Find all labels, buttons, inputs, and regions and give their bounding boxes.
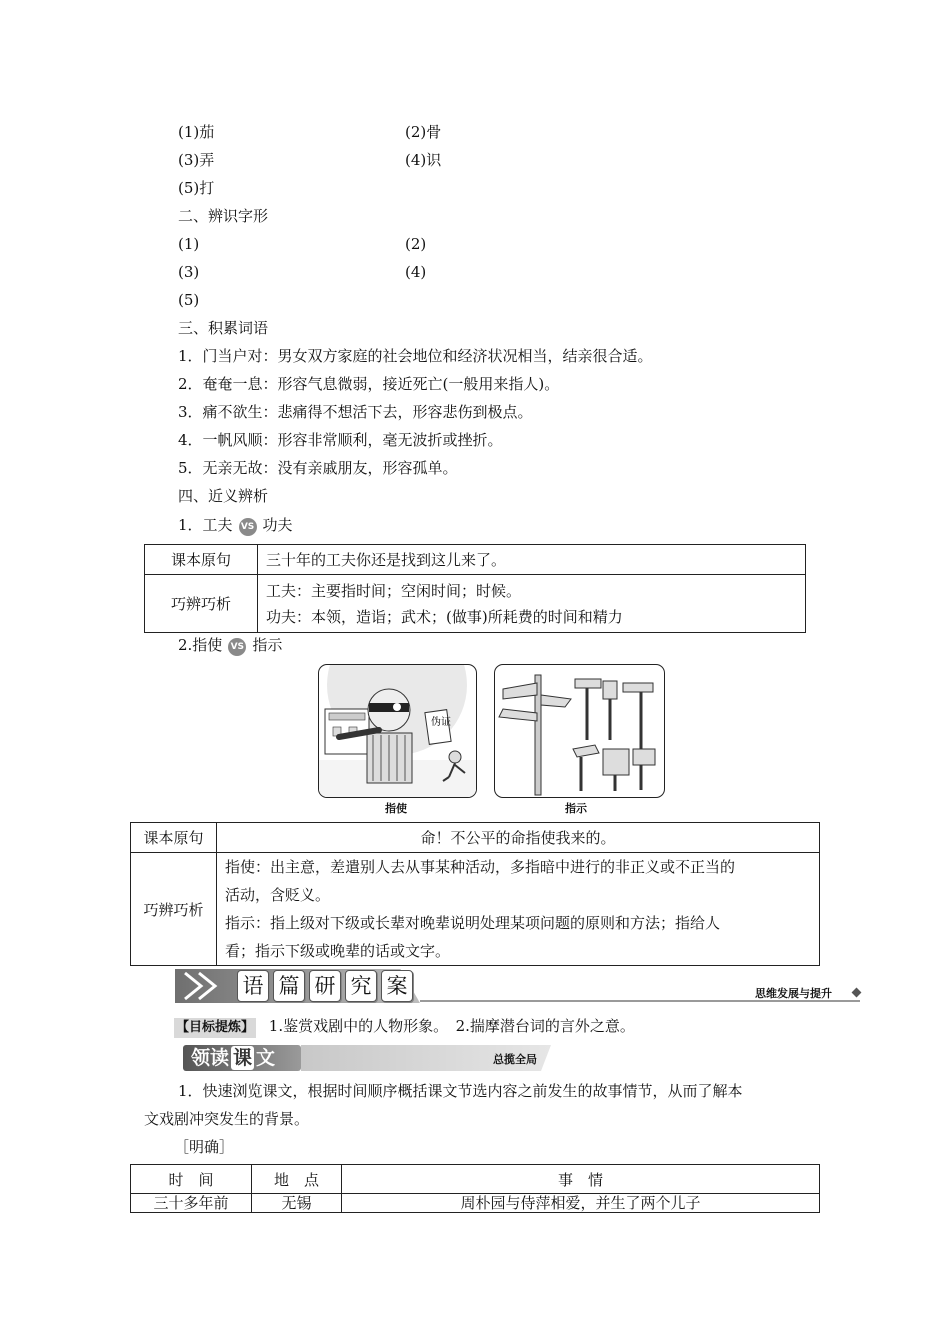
pair2-row1-label: 课本原句 (131, 823, 217, 853)
blank-5: (5) (178, 291, 200, 309)
vs-icon: VS (239, 518, 257, 536)
cell-place: 无锡 (252, 1194, 342, 1213)
word-entry-1: 1．门当户对：男女双方家庭的社会地位和经济状况相当，结亲很合适。 (178, 347, 653, 365)
caption-right: 指示 (565, 802, 587, 815)
pair2-def-4: 看；指示下级或晚辈的话或文字。 (225, 942, 451, 960)
banner-char: 语 (237, 970, 269, 1002)
cell-event: 周朴园与侍萍相爱，并生了两个儿子 (342, 1194, 820, 1213)
task-line-2: 文戏剧冲突发生的背景。 (144, 1110, 310, 1128)
pair1-title (178, 515, 293, 536)
pair1-def-1: 工夫：主要指时间；空闲时间；时候。 (266, 581, 522, 600)
blank-4: (4) (405, 263, 427, 281)
sub-banner-title (191, 1046, 275, 1070)
blank-3: (3) (178, 263, 200, 281)
section-heading-3: 三、积累词语 (178, 319, 269, 337)
blank-2: (2) (405, 235, 427, 253)
sign-text: 伪证 (431, 717, 451, 728)
item-1: (1)茄 (178, 123, 215, 141)
banner-char: 究 (345, 970, 377, 1002)
pair2-def-2: 活动，含贬义。 (225, 886, 331, 904)
section-heading-2: 二、辨识字形 (178, 207, 269, 225)
pair2-def-3: 指示：指上级对下级或长辈对晚辈说明处理某项问题的原则和方法；指给人 (225, 914, 721, 932)
banner-char: 研 (309, 970, 341, 1002)
word-entry-3: 3．痛不欲生：悲痛得不想活下去，形容悲伤到极点。 (178, 403, 533, 421)
blank-1: (1) (178, 235, 200, 253)
vs-icon: VS (228, 638, 246, 656)
sub-banner-text3: 文 (256, 1047, 276, 1069)
pair2-row1-text: 命！不公平的命指使我来的。 (217, 823, 820, 853)
item-4: (4)识 (405, 151, 442, 169)
banner-title (237, 970, 417, 1002)
word-entry-5: 5．无亲无故：没有亲戚朋友，形容孤单。 (178, 459, 458, 477)
pair1-row1-label: 课本原句 (145, 545, 258, 575)
pair2-word1: 2.指使 (178, 636, 223, 654)
header-place: 地 点 (252, 1165, 342, 1194)
header-event: 事 情 (342, 1165, 820, 1194)
item-2: (2)骨 (405, 123, 442, 141)
banner-char: 篇 (273, 970, 305, 1002)
sub-banner-subtitle: 总揽全局 (493, 1053, 537, 1066)
sub-banner-text1: 领读 (191, 1047, 230, 1069)
pair2-title (178, 635, 282, 656)
pair2-row2-label: 巧辨巧析 (131, 853, 217, 966)
signposts-image (495, 665, 664, 797)
cell-time: 三十多年前 (131, 1194, 252, 1213)
pair1-row2-cell (258, 575, 806, 633)
table-row (131, 1194, 820, 1213)
banner-subtitle: 思维发展与提升 (755, 987, 832, 1000)
pair2-table (130, 822, 820, 966)
pair1-word1: 1．工夫 (178, 516, 233, 534)
goal-line (174, 1016, 635, 1038)
illustration-zhishi-instigate (318, 664, 477, 798)
banner-char: 案 (381, 970, 413, 1002)
pair1-row2-label: 巧辨巧析 (145, 575, 258, 633)
goal-text: 1.鉴赏戏剧中的人物形象。 2.揣摩潜台词的言外之意。 (268, 1017, 635, 1035)
header-time: 时 间 (131, 1165, 252, 1194)
goal-label: 【目标提炼】 (174, 1018, 256, 1038)
diamond-icon (852, 988, 862, 998)
item-3: (3)弄 (178, 151, 215, 169)
word-entry-4: 4．一帆风顺：形容非常顺利，毫无波折或挫折。 (178, 431, 503, 449)
pair2-def-1: 指使：出主意，差遣别人去从事某种活动，多指暗中进行的非正义或不正当的 (225, 858, 736, 876)
pair1-word2: 功夫 (262, 516, 293, 534)
double-chevron-icon (181, 971, 233, 1001)
cartoon-masked-man-image (319, 665, 476, 797)
pair1-table (144, 544, 806, 633)
caption-left: 指使 (385, 802, 407, 815)
sub-banner-text2: 课 (233, 1047, 253, 1069)
item-5: (5)打 (178, 179, 215, 197)
section-heading-4: 四、近义辨析 (178, 487, 269, 505)
section-banner (175, 969, 865, 1005)
timeline-table (130, 1164, 820, 1213)
pair2-word2: 指示 (252, 636, 283, 654)
pair1-row1-text: 三十年的工夫你还是找到这儿来了。 (258, 545, 806, 575)
task-line-1: 1．快速浏览课文，根据时间顺序概括课文节选内容之前发生的故事情节，从而了解本 (178, 1082, 743, 1100)
word-entry-2: 2．奄奄一息：形容气息微弱，接近死亡(一般用来指人)。 (178, 375, 560, 393)
pair1-def-2: 功夫：本领，造诣；武术；(做事)所耗费的时间和精力 (266, 607, 623, 626)
pair2-row2-cell (217, 853, 820, 966)
sub-banner (183, 1045, 563, 1073)
illustration-zhishi-indicate (494, 664, 665, 798)
clarify-label: ［明确］ (174, 1138, 235, 1156)
